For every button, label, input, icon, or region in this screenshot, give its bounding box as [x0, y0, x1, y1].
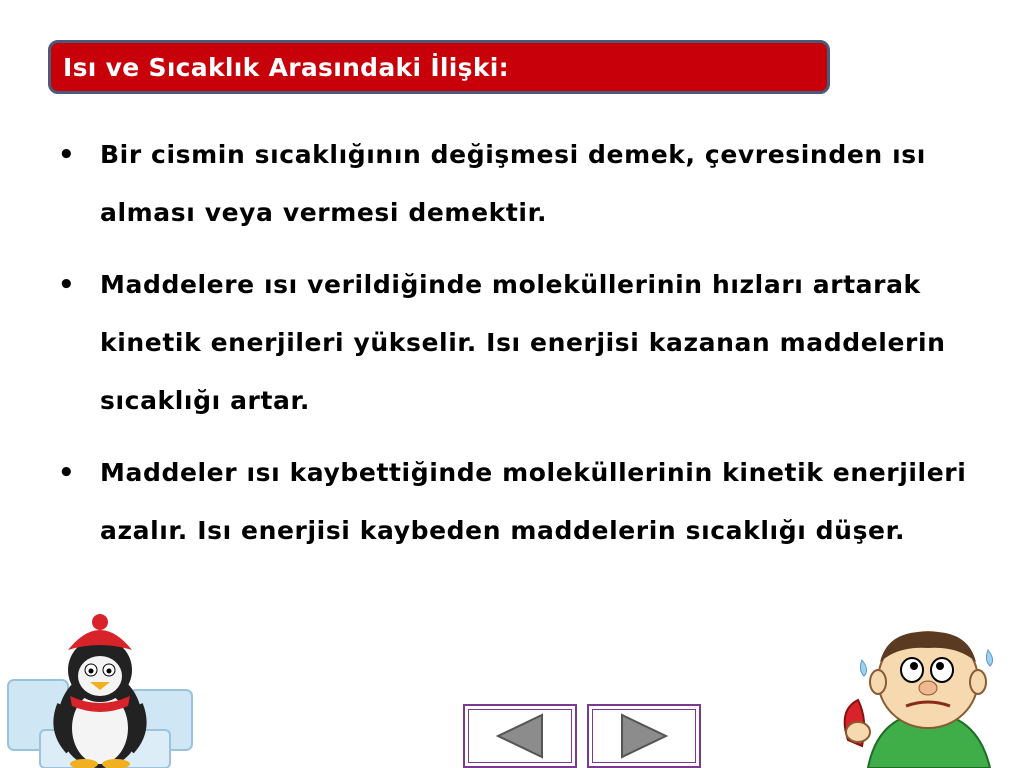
- next-slide-button[interactable]: [587, 704, 701, 768]
- previous-slide-button[interactable]: [463, 704, 577, 768]
- bullet-list: [58, 126, 978, 574]
- slide-title: Isı ve Sıcaklık Arasındaki İlişki:: [63, 52, 509, 82]
- bullet-text: Bir cismin sıcaklığının değişmesi demek, çevresinden ısı alması veya vermesi demektir.: [100, 140, 926, 227]
- cold-penguin-illustration: [0, 610, 200, 768]
- bullet-text: Maddeler ısı kaybettiğinde moleküllerinin kinetik enerjileri azalır. Isı enerjisi kaybeden maddelerin sıcaklığı düşer.: [100, 458, 967, 545]
- bullet-marker: •: [58, 270, 75, 300]
- triangle-left-icon: [490, 711, 550, 761]
- sweating-man-illustration: [828, 620, 1024, 768]
- bullet-text: Maddelere ısı verildiğinde moleküllerinin hızları artarak kinetik enerjileri yükselir. Isı enerjisi kazanan maddelerin sıcaklığı artar.: [100, 270, 946, 415]
- slide-title-bar: [48, 40, 830, 94]
- bullet-item: [58, 126, 978, 242]
- triangle-right-icon: [614, 711, 674, 761]
- bullet-item: [58, 256, 978, 430]
- bullet-marker: •: [58, 458, 75, 488]
- bullet-marker: •: [58, 140, 75, 170]
- bullet-item: [58, 444, 978, 560]
